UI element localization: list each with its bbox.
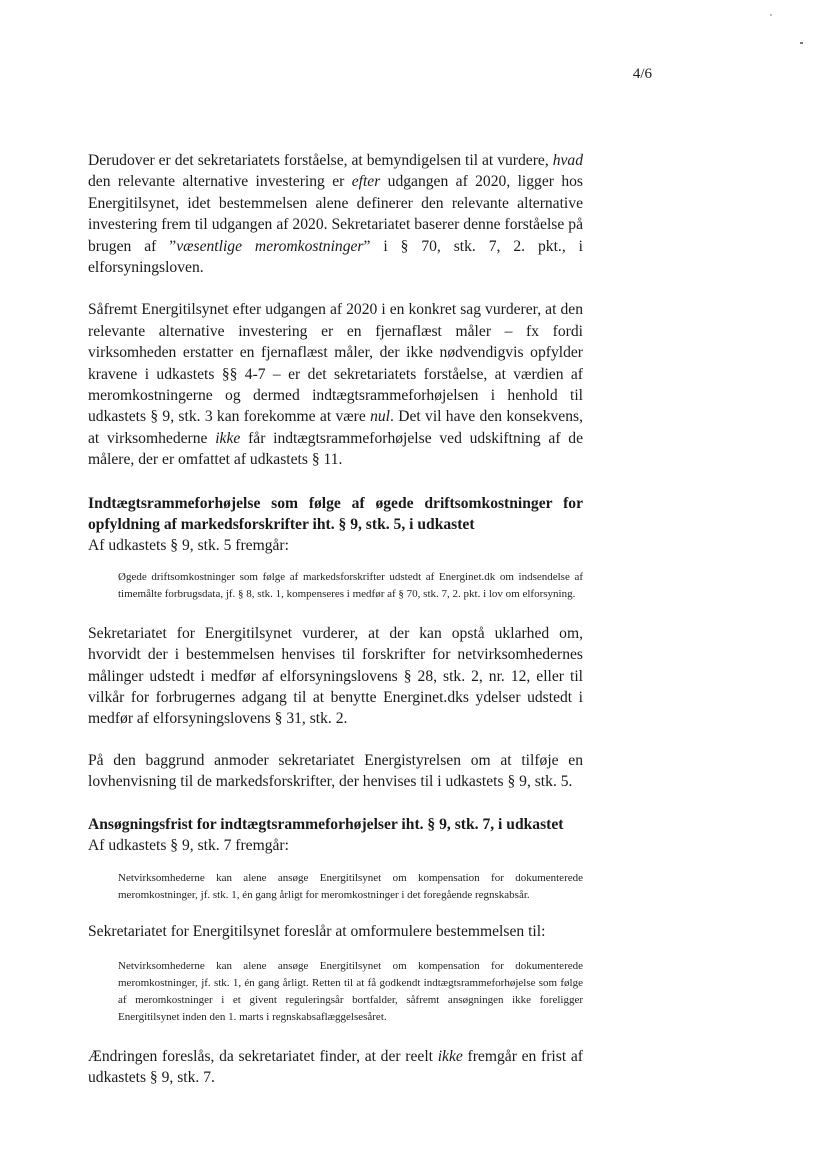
emphasis-vaesentlige-meromkostninger: væsentlige meromkostninger	[176, 237, 364, 255]
paragraph-ambiguity-assessment: Sekretariatet for Energitilsynet vurderer, at der kan opstå uklarhed om, hvorvidt der i bestemmelsen henvises til forskrifter for netvirksomhedernes målinger udstedt i medfør af elforsyningslovens § 28, stk. 2, nr. 12, eller til vilkår for forbrugernes adgang til at benytte Energinet.dks ydelser udstedt i medfør af elforsyningslovens § 31, stk. 2.	[88, 624, 583, 728]
emphasis-hvad: hvad	[552, 152, 583, 169]
section-heading-application-deadline: Ansøgningsfrist for indtægtsrammeforhøjelser iht. § 9, stk. 7, i udkastet	[88, 815, 564, 833]
emphasis-efter: efter	[351, 173, 381, 191]
section-heading-operating-costs: Indtægtsrammeforhøjelse som følge af øgede driftsomkostninger for opfyldning af markedsforskrifter iht. § 9, stk. 5, i udkastet	[88, 494, 583, 533]
paragraph-change-rationale: Ændringen foreslås, da sekretariatet finder, at der reelt ikke fremgår en frist af udkastets § 9, stk. 7.	[88, 1047, 583, 1087]
emphasis-nul: nul	[370, 408, 391, 426]
section-intro: Af udkastets § 9, stk. 7 fremgår:	[88, 836, 289, 854]
section-intro: Af udkastets § 9, stk. 5 fremgår:	[88, 536, 289, 554]
document-body	[88, 150, 583, 1089]
page-number: 4/6	[632, 66, 652, 82]
paragraph-remote-meter-consequence: Såfremt Energitilsynet efter udgangen af 2020 i en konkret sag vurderer, at den relevante alternative investering er en fjernaflæst måler – fx fordi virksomheden erstatter en fjernaflæst måler, der ikke nødvendigvis opfylder kravene i udkastets §§ 4-7 – er det sekretariatets forståelse, at værdien af meromkostningerne og dermed indtægtsrammeforhøjelsen i henhold til udkastets § 9, stk. 3 kan forekomme at være nul. Det vil have den konsekvens, at virksomhederne ikke får indtægtsrammeforhøjelse ved udskiftning af de målere, der er omfattet af udkastets § 11.	[88, 301, 584, 469]
quoted-provision-9-7: Netvirksomhederne kan alene ansøge Energitilsynet om kompensation for dokumenterede meromkostninger, jf. stk. 1, én gang årligt for meromkostninger i det foregående regnskabsår.	[118, 871, 583, 901]
emphasis-ikke: ikke	[215, 429, 241, 447]
quoted-provision-9-5: Øgede driftsomkostninger som følge af markedsforskrifter udstedt af Energinet.dk om indsendelse af timemålte forbrugsdata, jf. § 8, stk. 1, kompenseres i medfør af § 70, stk. 7, 2. pkt. i lov om elforsyning.	[118, 570, 583, 600]
scan-speck	[770, 14, 772, 16]
scan-speck	[800, 42, 803, 44]
paragraph-authority-interpretation: Derudover er det sekretariatets forståelse, at bemyndigelsen til at vurdere, hvad den relevante alternative investering er efter udgangen af 2020, ligger hos Energitilsynet, idet bestemmelsen alene definerer den relevante alternative investering frem til udgangen af 2020. Sekretariatet baserer denne forståelse på brugen af ”væsentlige meromkostninger” i § 70, stk. 7, 2. pkt., i elforsyningsloven.	[88, 152, 583, 277]
paragraph-reformulation-proposal: Sekretariatet for Energitilsynet foreslår at omformulere bestemmelsen til:	[88, 922, 546, 940]
paragraph-request-reference: På den baggrund anmoder sekretariatet Energistyrelsen om at tilføje en lovhenvisning til de markedsforskrifter, der henvises til i udkastets § 9, stk. 5.	[88, 751, 583, 791]
quoted-proposed-provision: Netvirksomhederne kan alene ansøge Energitilsynet om kompensation for dokumenterede meromkostninger, jf. stk. 1, én gang årligt. Retten til at få godkendt indtægtsrammeforhøjelse som følge af meromkostninger i et givent reguleringsår bortfalder, såfremt ansøgningen ikke foreligger Energitilsynet inden den 1. marts i regnskabsaflæggelsesåret.	[118, 959, 583, 1023]
emphasis-ikke: ikke	[437, 1047, 463, 1065]
